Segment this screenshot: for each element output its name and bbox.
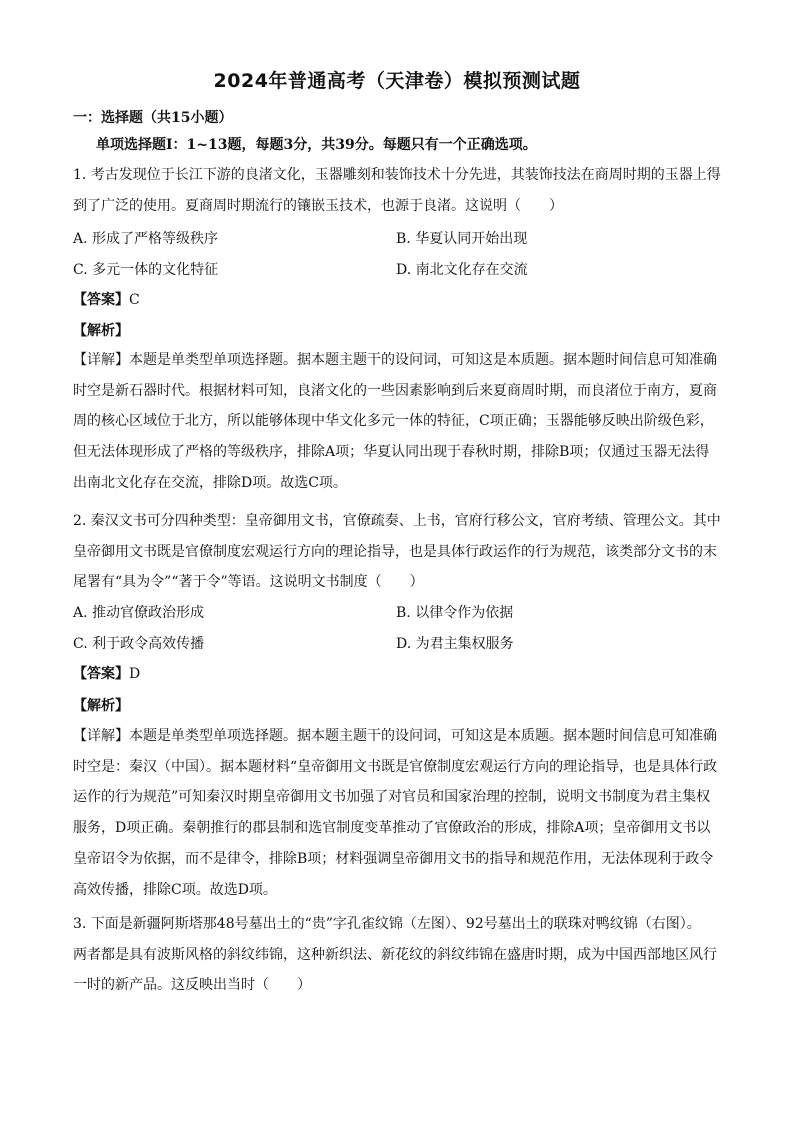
answer-label: 【答案】 — [73, 292, 129, 308]
stem-line: 到了广泛的使用。夏商周时期流行的镶嵌玉技术，也源于良渚。这说明（ ） — [73, 197, 563, 214]
stem-line: 皇帝御用文书既是官僚制度宏观运行方向的理论指导，也是具体行政运作的行为规范，该类部分文书的末 — [73, 543, 717, 560]
question-1-option-b: B. 华夏认同开始出现 — [396, 231, 528, 247]
question-1-detail — [73, 345, 733, 499]
section-subheading: 单项选择题Ⅰ：1~13题，每题3分，共39分。每题只有一个正确选项。 — [96, 137, 537, 153]
detail-line: 出南北文化存在交流，排除D项。故选C项。 — [73, 474, 347, 491]
detail-line: 服务，D项正确。秦朝推行的郡县制和选官制度变革推动了官僚政治的形成，排除A项；皇帝御用文书以 — [73, 820, 711, 837]
question-2-stem — [73, 506, 733, 598]
detail-line: 高效传播，排除C项。故选D项。 — [73, 881, 277, 898]
question-2-option-a: A. 推动官僚政治形成 — [73, 605, 205, 621]
stem-line: 两者都是具有波斯风格的斜纹纬锦，这种新织法、新花纹的斜纹纬锦在盛唐时期，成为中国西部地区风行 — [73, 946, 717, 963]
stem-line: 2. 秦汉文书可分四种类型：皇帝御用文书，官僚疏奏、上书，官府行移公文，官府考绩、管理公文。其中 — [73, 513, 721, 529]
answer-value: D — [129, 666, 141, 682]
stem-line: 一时的新产品。这反映出当时（ ） — [73, 977, 311, 994]
detail-line: 周的核心区域位于北方，所以能够体现中华文化多元一体的特征，C项正确；玉器能够反映出阶级色彩， — [73, 413, 714, 430]
answer-label: 【答案】 — [73, 666, 129, 682]
question-1-option-a: A. 形成了严格等级秩序 — [73, 231, 219, 247]
stem-line: 3. 下面是新疆阿斯塔那48号墓出土的“贵”字孔雀纹锦（左图）、92号墓出土的联珠对鸭纹锦（右图）。 — [73, 916, 701, 932]
detail-line: 皇帝诏令为依据，而不是律令，排除B项；材料强调皇帝御用文书的指导和规范作用，无法体现利于政令 — [73, 850, 714, 867]
page-title: 2024年普通高考（天津卷）模拟预测试题 — [213, 70, 581, 92]
question-2-analysis-label: 【解析】 — [73, 698, 129, 714]
question-2-answer — [73, 664, 140, 684]
detail-line: 时空是新石器时代。根据材料可知，良渚文化的一些因素影响到后来夏商周时期，而良渚位于南方，夏商 — [73, 382, 717, 399]
answer-value: C — [129, 292, 140, 308]
section-heading: 一：选择题（共15小题） — [73, 110, 233, 126]
question-1-answer — [73, 290, 140, 310]
detail-line: 时空是：秦汉（中国）。据本题材料“皇帝御用文书既是官僚制度宏观运行方向的理论指导，也是具体行政 — [73, 758, 718, 775]
question-3-stem — [73, 909, 733, 1001]
question-2-option-b: B. 以律令作为依据 — [396, 605, 514, 621]
question-2-option-d: D. 为君主集权服务 — [396, 636, 514, 652]
stem-line: 1. 考古发现位于长江下游的良渚文化，玉器雕刻和装饰技术十分先进，其装饰技法在商周时期的玉器上得 — [73, 167, 721, 183]
question-1-stem — [73, 160, 733, 221]
detail-line: 但无法体现形成了严格的等级秩序，排除A项；华夏认同出现于春秋时期，排除B项；仅通过玉器无法得 — [73, 444, 710, 461]
stem-line: 尾署有“具为令”“著于令”等语。这说明文书制度（ ） — [73, 574, 424, 591]
detail-line: 【详解】本题是单类型单项选择题。据本题主题干的设问词，可知这是本质题。据本题时间信息可知准确 — [73, 728, 717, 744]
question-1-option-d: D. 南北文化存在交流 — [396, 262, 528, 278]
detail-line: 【详解】本题是单类型单项选择题。据本题主题干的设问词，可知这是本质题。据本题时间信息可知准确 — [73, 352, 717, 368]
question-1-option-c: C. 多元一体的文化特征 — [73, 262, 219, 278]
question-1-analysis-label: 【解析】 — [73, 323, 129, 339]
question-2-detail — [73, 721, 733, 905]
question-2-option-c: C. 利于政令高效传播 — [73, 636, 205, 652]
detail-line: 运作的行为规范”可知秦汉时期皇帝御用文书加强了对官员和国家治理的控制，说明文书制度为君主集权 — [73, 789, 711, 806]
